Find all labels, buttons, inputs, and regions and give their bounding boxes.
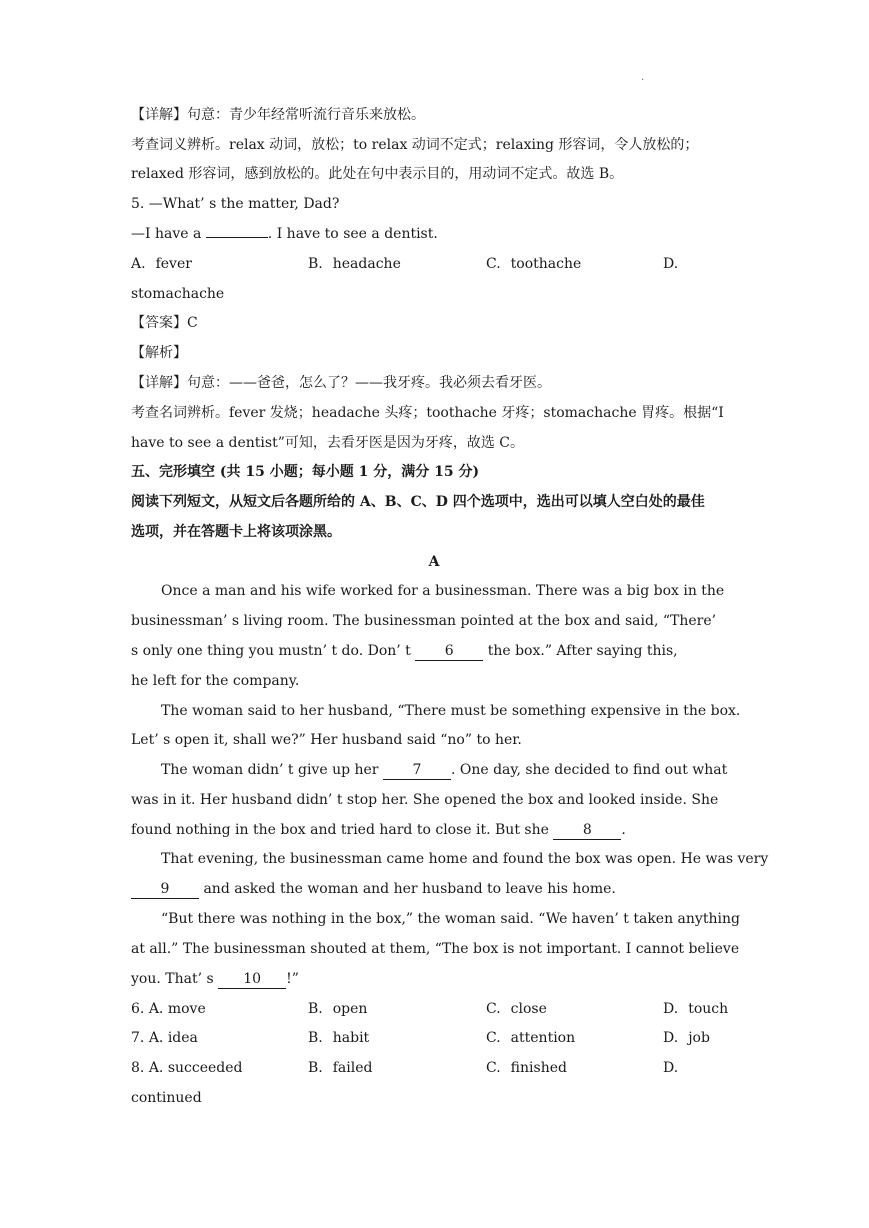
passage-p5-line-1: “But there was nothing in the box,” the woman said. “We haven’ t taken anything — [161, 911, 740, 927]
section-title: 五、完形填空 (共 15 小题；每小题 1 分，满分 15 分) — [131, 464, 480, 480]
q8-option-c: C. finished — [486, 1060, 567, 1076]
q5-analysis-line-1: 考查名词辨析。fever 发烧；headache 头疼；toothache 牙疼；stomachache 胃疼。根据“I — [131, 405, 724, 421]
section-instruction-1: 阅读下列短文，从短文后各题所给的 A、B、C、D 四个选项中，选出可以填人空白处的最佳 — [131, 494, 705, 510]
q5-option-d: D. — [663, 256, 679, 272]
blank-6: 6 — [415, 642, 483, 661]
passage-p4-line-2: 9 and asked the woman and her husband to leave his home. — [131, 874, 737, 904]
q7-option-c: C. attention — [486, 1030, 576, 1046]
q5-option-b: B. headache — [308, 256, 401, 272]
passage-p1-line-3: s only one thing you mustn’ t do. Don’ t 6 the box.” After saying this, — [131, 643, 678, 659]
q5-option-c: C. toothache — [486, 256, 582, 272]
header-dot: . — [641, 72, 645, 83]
passage-label: A — [428, 554, 440, 570]
blank-9: 9 — [131, 880, 199, 899]
q6-option-b: B. open — [308, 1001, 368, 1017]
q5-option-a: A. fever — [131, 256, 192, 272]
q7-option-d: D. job — [663, 1030, 710, 1046]
q5-stem-line-1: 5. —What’ s the matter, Dad? — [131, 196, 340, 212]
passage-p3-line-2: was in it. Her husband didn’ t stop her. She opened the box and looked inside. She — [131, 792, 719, 808]
blank-8: 8 — [553, 821, 621, 840]
q4-analysis-line-2: relaxed 形容词，感到放松的。此处在句中表示目的，用动词不定式。故选 B。 — [131, 166, 624, 182]
q7-option-a: 7. A. idea — [131, 1030, 198, 1046]
q6-option-c: C. close — [486, 1001, 547, 1017]
q5-option-d-text: stomachache — [131, 286, 225, 302]
q4-analysis-line-1: 考查词义辨析。relax 动词，放松；to relax 动词不定式；relaxing 形容词，令人放松的； — [131, 137, 699, 153]
passage-p4-line-1: That evening, the businessman came home and found the box was open. He was very — [161, 851, 769, 867]
q5-stem-line-2 — [131, 219, 737, 249]
q5-answer: 【答案】C — [131, 315, 198, 331]
q5-jiexi: 【解析】 — [131, 345, 187, 361]
passage-p1-line-4: he left for the company. — [131, 673, 300, 689]
q5-stem-text: —I have a — [131, 226, 206, 242]
passage-p1-line-1: Once a man and his wife worked for a businessman. There was a big box in the — [161, 583, 725, 599]
q4-detail: 【详解】句意：青少年经常听流行音乐来放松。 — [131, 107, 425, 123]
q8-option-d-text: continued — [131, 1090, 202, 1106]
q6-option-d: D. touch — [663, 1001, 729, 1017]
passage-p2-line-2: Let’ s open it, shall we?” Her husband said “no” to her. — [131, 732, 522, 748]
q5-blank — [206, 237, 268, 238]
passage-p5-line-2: at all.” The businessman shouted at them, “The box is not important. I cannot believe — [131, 941, 740, 957]
passage-p3-line-3: found nothing in the box and tried hard to close it. But she 8 . — [131, 822, 626, 838]
q8-option-d: D. — [663, 1060, 679, 1076]
blank-7: 7 — [383, 761, 451, 780]
passage-p1-line-2: businessman’ s living room. The businessman pointed at the box and said, “There’ — [131, 613, 717, 629]
passage-p2-line-1: The woman said to her husband, “There must be something expensive in the box. — [161, 703, 741, 719]
q5-analysis-line-2: have to see a dentist”可知，去看牙医是因为牙疼，故选 C。 — [131, 435, 525, 451]
q5-detail: 【详解】句意：——爸爸，怎么了？——我牙疼。我必须去看牙医。 — [131, 375, 551, 391]
passage-p3-line-1: The woman didn’ t give up her 7 . One day, she decided to find out what — [161, 762, 728, 778]
q5-stem-text-after: . I have to see a dentist. — [267, 226, 438, 242]
section-instruction-2: 选项，并在答题卡上将该项涂黑。 — [131, 524, 341, 540]
q8-option-a: 8. A. succeeded — [131, 1060, 243, 1076]
q8-option-b: B. failed — [308, 1060, 373, 1076]
q7-option-b: B. habit — [308, 1030, 370, 1046]
passage-p5-line-3: you. That’ s 10 !” — [131, 971, 299, 987]
blank-10: 10 — [218, 970, 286, 989]
q6-option-a: 6. A. move — [131, 1001, 206, 1017]
